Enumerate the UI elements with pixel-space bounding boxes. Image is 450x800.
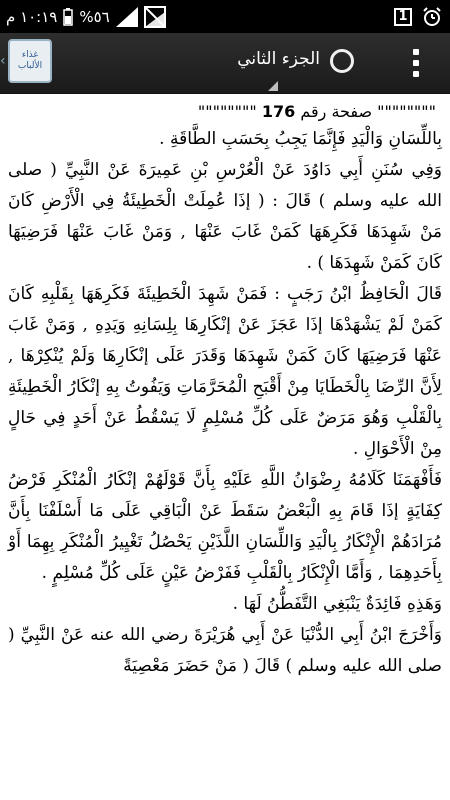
- page-label: صفحة رقم: [300, 102, 373, 121]
- page-marker-pre: """""""": [377, 102, 436, 121]
- battery-percent: %٥٦: [79, 7, 110, 26]
- page-number: 176: [261, 102, 296, 121]
- overflow-dot-icon: [413, 49, 419, 55]
- paragraph: قَالَ الْحَافِظُ ابْنُ رَجَبٍ : فَمَنْ شَهِدَ الْخَطِيئَةَ فَكَرِهَهَا بِقَلْبِهِ كَانَ كَمَنْ لَمْ يَشْهَدْهَا إذَا عَجَزَ عَنْ إنْكَارِهَا بِلِسَانِهِ وَيَدِهِ , وَمَنْ غَابَ عَنْهَا فَرَضِيَهَا كَانَ كَمَنْ شَهِدَهَا وَقَدَرَ عَلَى إنْكَارِهَا وَلَمْ يُنْكِرْهَا , لِأَنَّ الرِّضَا بِالْخَطَايَا مِنْ أَقْبَحِ الْمُحَرَّمَاتِ وَيَفُوتُ بِهِ إنْكَارُ الْخَطِيئَةِ بِالْقَلْبِ وَهُوَ مَرَضٌ عَلَى كُلِّ مُسْلِمٍ لَا يَسْقُطُ عَنْ أَحَدٍ فِي حَالٍ مِنْ الْأَحْوَالِ .: [8, 284, 442, 459]
- app-logo-icon[interactable]: [8, 39, 52, 83]
- app-logo-line2: الألباب: [17, 61, 43, 71]
- overflow-dot-icon: [413, 71, 419, 77]
- paragraph: بِاللِّسَانِ وَالْيَدِ فَإِنَّمَا يَجِبُ بِحَسَبِ الطَّاقَةِ .: [159, 129, 442, 149]
- page-header: [8, 100, 436, 124]
- chevron-left-icon: ‹: [0, 53, 6, 69]
- book-text-view[interactable]: [0, 94, 450, 800]
- signal-icon: [116, 7, 138, 27]
- no-sim-icon: [144, 6, 166, 28]
- status-right: [388, 7, 442, 27]
- paragraph: وَهَذِهِ فَائِدَةٌ يَنْبَغِي التَّفَطُّنُ لَهَا .: [232, 594, 442, 614]
- page-title: الجزء الثاني: [237, 49, 320, 69]
- overflow-dot-icon: [413, 60, 419, 66]
- page-marker-post: """""""": [197, 102, 257, 121]
- spinner-indicator-icon: [268, 81, 278, 91]
- paragraph: وَفِي سُنَنِ أَبِي دَاوُدَ عَنْ الْعُرْسِ بْنِ عَمِيرَةَ عَنْ النَّبِيِّ ( صلى الله عليه وسلم ) قَالَ : ( إذَا عُمِلَتْ الْخَطِيئَةُ فِي الْأَرْضِ كَانَ مَنْ شَهِدَهَا فَكَرِهَهَا كَمَنْ غَابَ عَنْهَا , وَمَنْ غَابَ عَنْهَا فَرَضِيَهَا كَانَ كَمَنْ شَهِدَهَا ) .: [8, 160, 442, 273]
- app-logo-line1: غذاء: [21, 50, 39, 60]
- alarm-clock-icon: [422, 7, 442, 27]
- status-bar: [0, 0, 450, 33]
- notification-badge: [394, 8, 412, 26]
- action-bar: [0, 33, 450, 94]
- paragraph: فَأَفْهَمَنَا كَلَامُهُ رِضْوَانُ اللَّهِ عَلَيْهِ بِأَنَّ قَوْلَهُمْ إنْكَارُ الْمُنْكَرِ فَرْضُ كِفَايَةٍ إذَا قَامَ بِهِ الْبَعْضُ سَقَطَ عَنْ الْبَاقِي عَلَى مَا أَسْلَفْنَا بِأَنَّ مُرَادَهُمْ الْإِنْكَارُ بِالْيَدِ وَاللِّسَانِ اللَّذَيْنِ يَحْصُلُ تَغْيِيرُ الْمُنْكَرِ بِهِمَا أَوْ بِأَحَدِهِمَا , وَأَمَّا الْإِنْكَارُ بِالْقَلْبِ فَفَرْضُ عَيْنٍ عَلَى كُلِّ مُسْلِمٍ .: [8, 470, 442, 583]
- status-left: [0, 6, 166, 28]
- overflow-menu-button[interactable]: [404, 45, 428, 81]
- notification-count: 1: [394, 8, 412, 26]
- paragraph: وَأَخْرَجَ ابْنُ أَبِي الدُّنْيَا عَنْ أَبِي هُرَيْرَةَ رضي الله عنه عَنْ النَّبِيِّ ( صلى الله عليه وسلم ) قَالَ ( مَنْ حَضَرَ مَعْصِيَةً: [8, 625, 442, 676]
- battery-icon: [63, 8, 73, 26]
- progress-circle-icon[interactable]: [330, 49, 354, 73]
- clock: ١٠:١٩ م: [6, 7, 58, 26]
